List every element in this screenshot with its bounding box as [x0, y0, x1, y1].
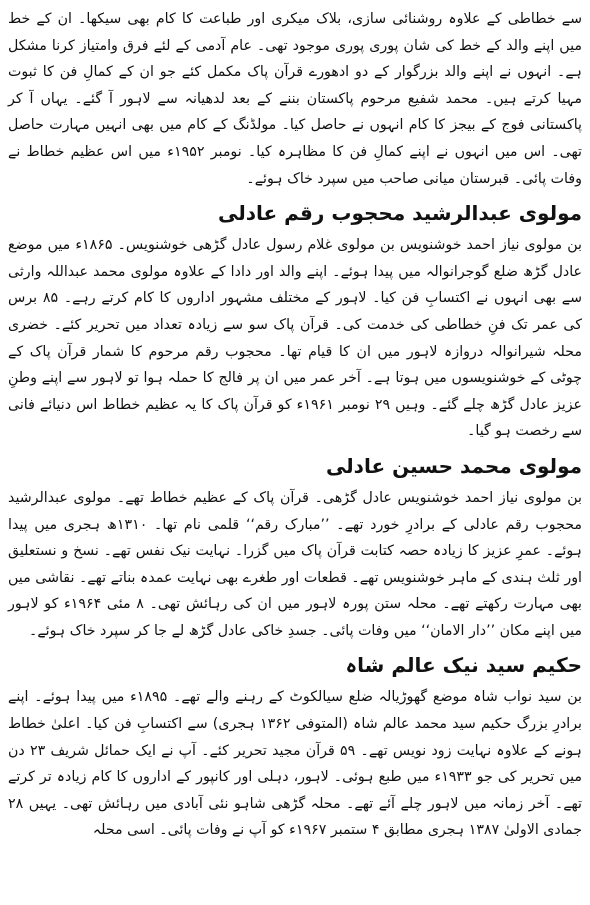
heading-muhammad-hussain: مولوی محمد حسین عادلی [325, 453, 582, 478]
paragraph-muhammad-hussain: بن مولوی نیاز احمد خوشنویس عادل گڑھی۔ قرآن پاک کے عظیم خطاط تھے۔ مولوی عبدالرشید محجوب رقم عادلی کے برادرِ خورد تھے۔ ’’مبارک رقم‘‘ قلمی نام تھا۔ ۱۳۱۰ھ ہجری میں پیدا ہوئے۔ عمرِ عزیز کا زیادہ حصہ کتابت قرآن پاک میں گزرا۔ نہایت نیک نفس تھے۔ نسخ و نستعلیق اور ثلث ہندی کے ماہر خوشنویس تھے۔ قطعات اور طغرے بھی نہایت عمدہ بناتے تھے۔ نقاشی میں بھی مہارت رکھتے تھے۔ محلہ ستن پورہ لاہور میں ان کی رہائش تھی۔ ۸ مئی ۱۹۶۴ء کو لاہور میں اپنے مکان ’’دار الامان‘‘ میں وفات پائی۔ جسدِ خاکی عادل گڑھ لے جا کر سپرد خاک ہوئے۔ [8, 489, 582, 639]
paragraph-intro: سے خطاطی کے علاوہ روشنائی سازی، بلاک میکری اور طباعت کا کام بھی سیکھا۔ ان کے خط میں اپنے والد کے خط کی شان پوری پوری موجود تھی۔ عام آدمی کے لئے فرق وامتیاز کرنا مشکل ہے۔ انہوں نے اپنے والد بزرگوار کے دو ادھورے قرآن پاک مکمل کئے جو ان کے کمالِ فن کا ثبوت مہیا کرتے ہیں۔ محمد شفیع مرحوم پاکستان بننے کے بعد لدھیانہ سے لاہور آ گئے۔ یہاں آ کر پاکستانی فوج کے بیجز کا کام انہوں نے حاصل کیا۔ مولڈنگ کے کام میں بھی انہیں مہارت حاصل تھی۔ اس میں انہوں نے اپنے کمالِ فن کا مظاہرہ کیا۔ نومبر ۱۹۵۲ء میں اس عظیم خطاط نے وفات پائی۔ قبرستان میانی صاحب میں سپرد خاک ہوئے۔ [8, 11, 582, 187]
paragraph-naik-alam-shah: بن سید نواب شاہ موضع گھوڑیالہ ضلع سیالکوٹ کے رہنے والے تھے۔ ۱۸۹۵ء میں پیدا ہوئے۔ اپنے برادرِ بزرگ حکیم سید محمد عالم شاہ (المتوفی ۱۳۶۲ ہجری) سے اکتسابِ فن کیا۔ اعلیٰ خطاط ہونے کے علاوہ نہایت زود نویس تھے۔ ۵۹ قرآن مجید تحریر کئے۔ آپ نے ایک حمائل شریف ۲۳ دن میں تحریر کی جو ۱۹۳۳ء میں طبع ہوئی۔ لاہور، دہلی اور کانپور کے اداروں کا کام زیادہ تر کرتے تھے۔ آخر زمانہ میں لاہور چلے آئے تھے۔ محلہ گڑھی شاہو نئی آبادی میں رہائش تھی۔ یہیں ۲۸ جمادی الاولیٰ ۱۳۸۷ ہجری مطابق ۴ ستمبر ۱۹۶۷ء کو آپ نے وفات پائی۔ اسی محلہ [8, 689, 582, 839]
heading-abdul-rasheed: مولوی عبدالرشید محجوب رقم عادلی [217, 201, 582, 226]
paragraph-abdul-rasheed: بن مولوی نیاز احمد خوشنویس بن مولوی غلام رسول عادل گڑھی خوشنویس۔ ۱۸۶۵ء میں موضع عادل گڑھ ضلع گوجرانوالہ میں پیدا ہوئے۔ اپنے والد اور دادا کے علاوہ مولوی محمد عبداللہ وارثی سے بھی انہوں نے اکتسابِ فن کیا۔ لاہور کے مختلف مشہور اداروں کا کام کرتے رہے۔ ۸۵ برس کی عمر تک فنِ خطاطی کی خدمت کی۔ قرآن پاک سو سے زیادہ تعداد میں تحریر کئے۔ خضری محلہ شیرانوالہ دروازہ لاہور میں ان کا قیام تھا۔ محجوب رقم مرحوم کا شمار قرآن پاک کے چوٹی کے خوشنویسوں میں ہوتا ہے۔ آخر عمر میں ان پر فالج کا حملہ ہوا تو لاہور سے اپنے وطنِ عزیز عادل گڑھ چلے گئے۔ وہیں ۲۹ نومبر ۱۹۶۱ء کو قرآن پاک کا یہ عظیم خطاط اس دنیائے فانی سے رخصت ہو گیا۔ [8, 237, 582, 440]
heading-naik-alam-shah: حکیم سید نیک عالم شاہ [345, 653, 582, 678]
